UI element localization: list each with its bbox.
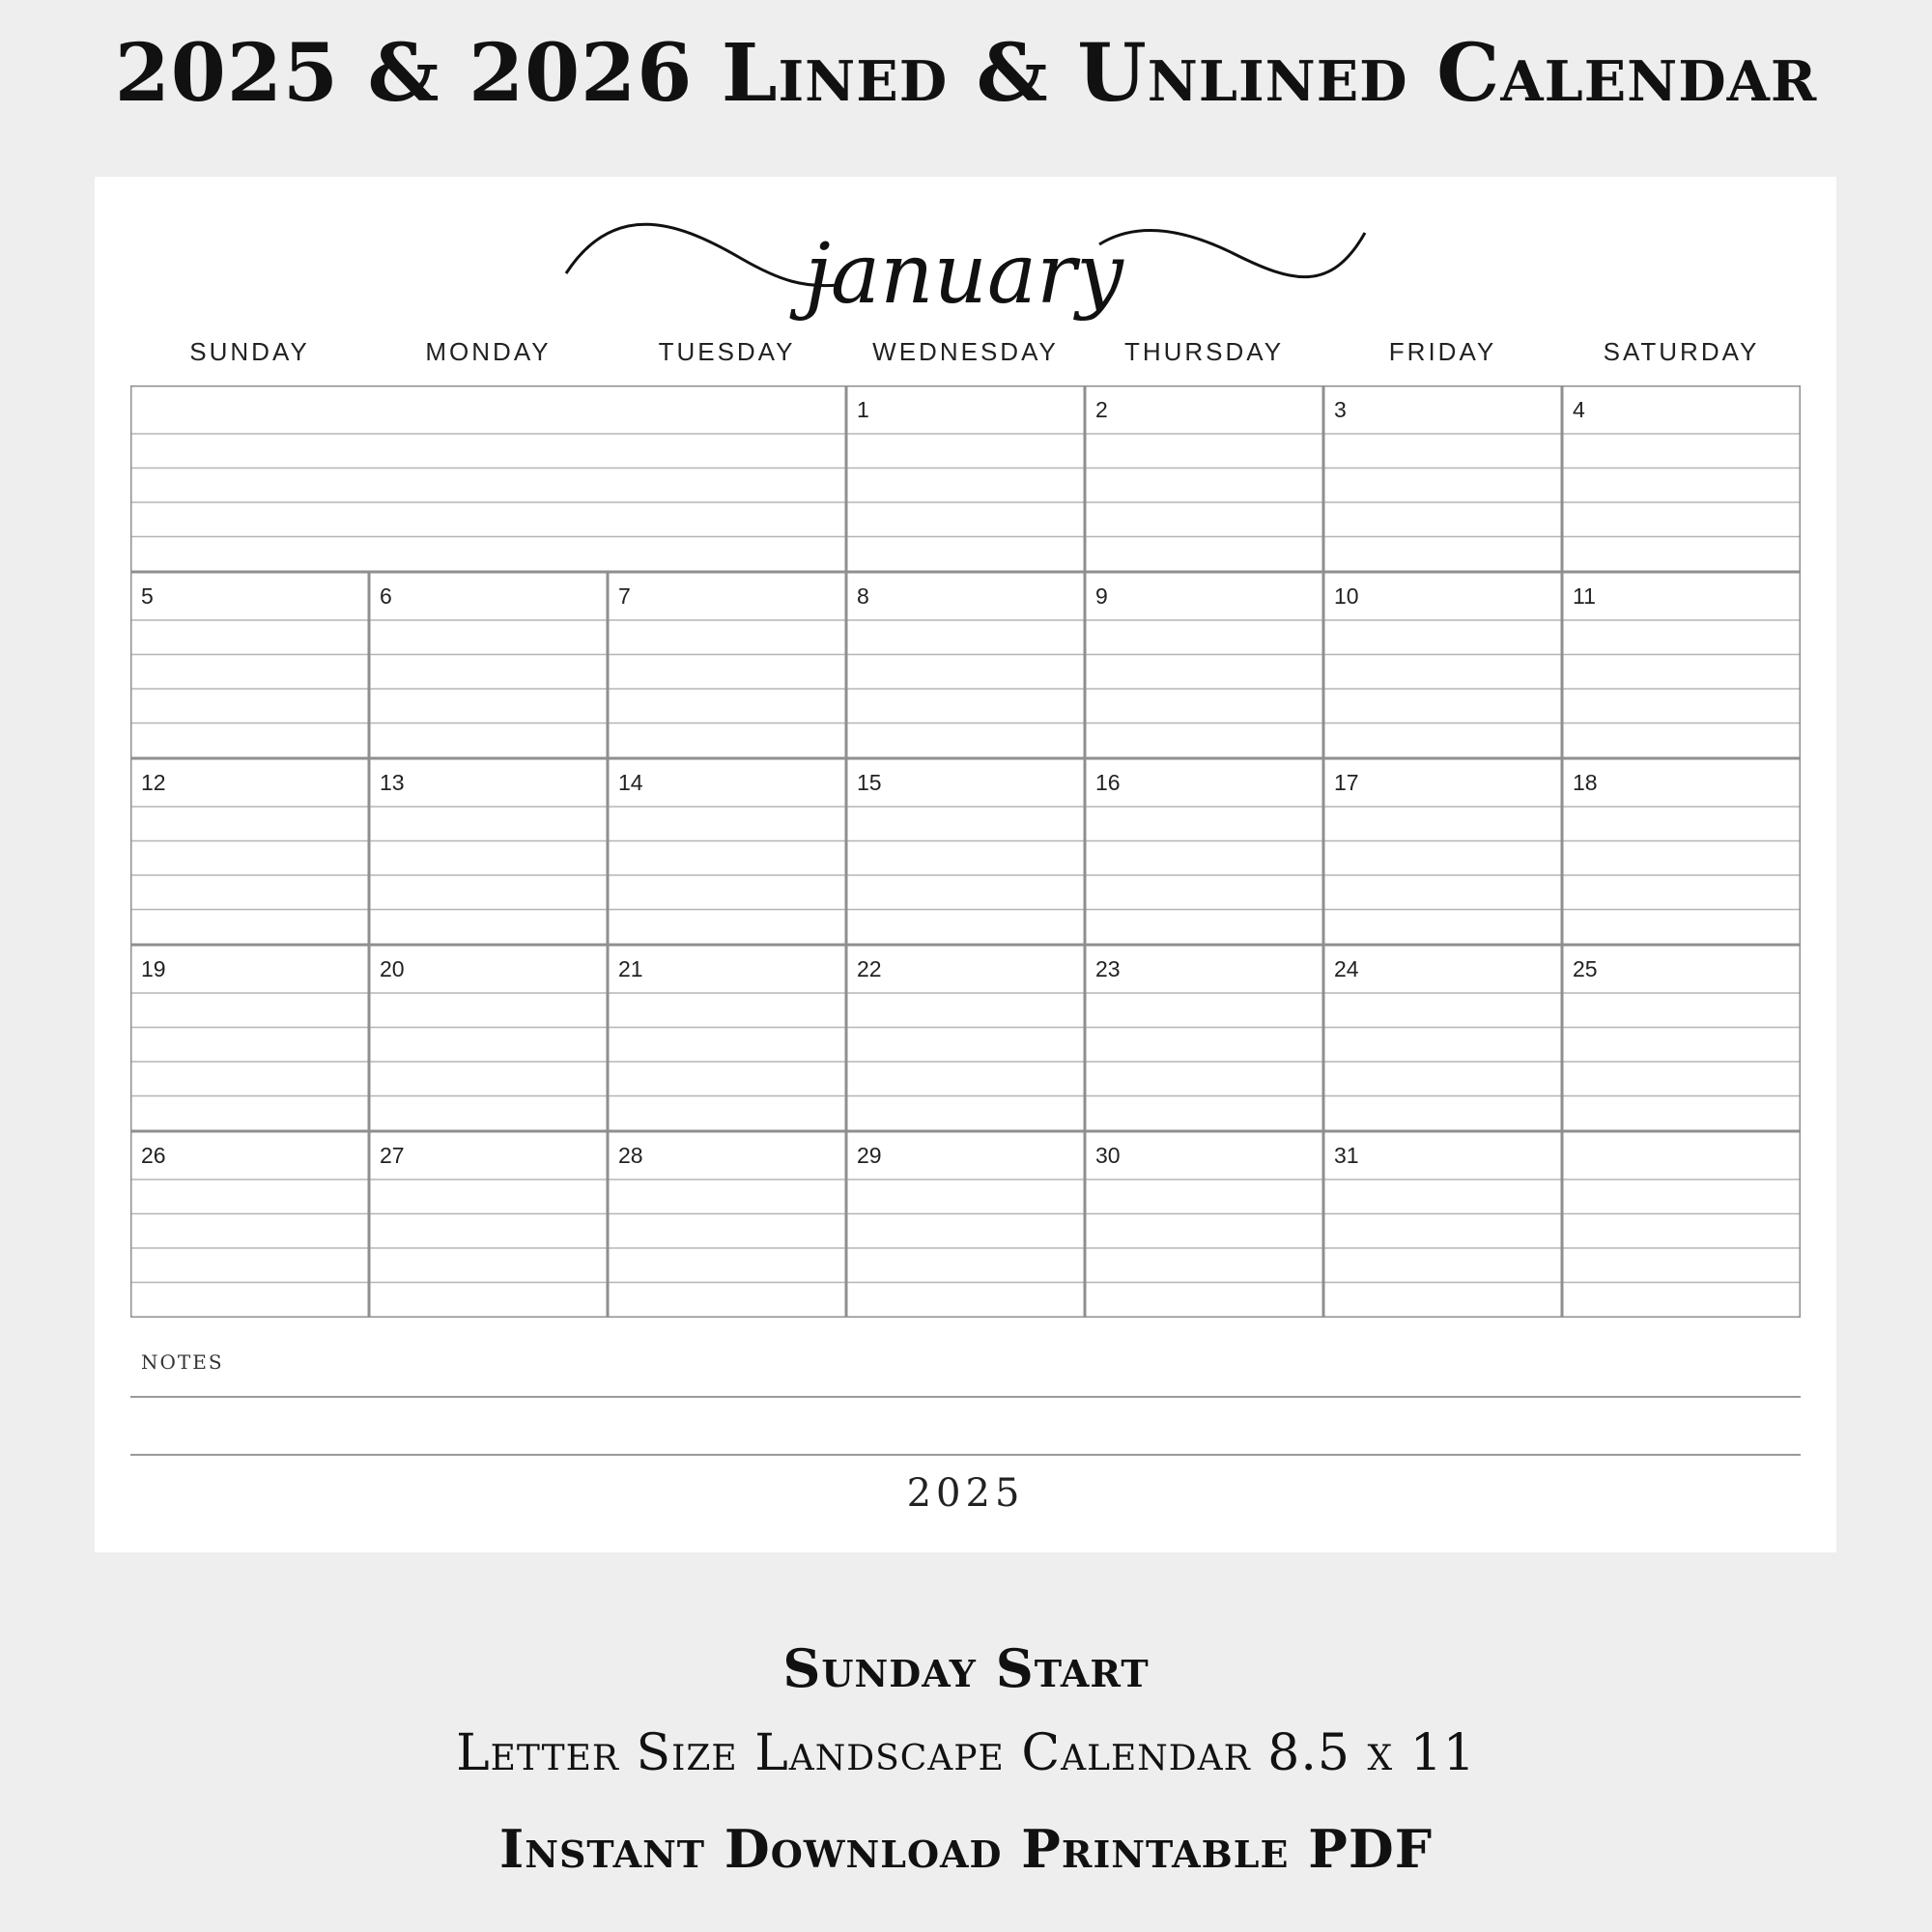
footer-download-info: Instant Download Printable PDF — [498, 1818, 1434, 1880]
flourish-left — [566, 224, 838, 285]
day-number-1: 1 — [857, 397, 869, 422]
day-number-29: 29 — [857, 1143, 882, 1168]
day-number-18: 18 — [1573, 770, 1598, 795]
year-label: 2025 — [906, 1471, 1025, 1516]
banner-title: 2025 & 2026 Lined & Unlined Calendar — [114, 27, 1818, 120]
weekday-friday: FRIDAY — [1388, 337, 1497, 366]
weekday-thursday: THURSDAY — [1123, 337, 1285, 366]
day-number-20: 20 — [380, 956, 405, 981]
weekday-saturday: SATURDAY — [1603, 337, 1760, 366]
calendar-grid — [130, 385, 1801, 1318]
calendar-grid-lines — [130, 385, 1801, 1318]
month-title-script — [558, 215, 1370, 346]
day-number-8: 8 — [857, 583, 869, 609]
day-number-9: 9 — [1095, 583, 1108, 609]
day-number-11: 11 — [1573, 583, 1596, 609]
day-number-2: 2 — [1095, 397, 1108, 422]
day-number-31: 31 — [1334, 1143, 1359, 1168]
day-number-21: 21 — [618, 956, 643, 981]
notes-line — [130, 1454, 1801, 1456]
weekday-sunday: SUNDAY — [189, 337, 310, 366]
day-number-15: 15 — [857, 770, 882, 795]
weekday-wednesday: WEDNESDAY — [872, 337, 1059, 366]
footer-size-info: Letter Size Landscape Calendar 8.5 x 11 — [456, 1724, 1476, 1782]
day-number-10: 10 — [1334, 583, 1359, 609]
day-number-27: 27 — [380, 1143, 405, 1168]
notes-label: NOTES — [141, 1350, 224, 1374]
day-number-17: 17 — [1334, 770, 1359, 795]
day-number-12: 12 — [141, 770, 166, 795]
weekday-monday: MONDAY — [425, 337, 552, 366]
day-number-6: 6 — [380, 583, 392, 609]
month-name: january — [805, 226, 1123, 323]
day-number-16: 16 — [1095, 770, 1121, 795]
day-number-5: 5 — [141, 583, 154, 609]
day-number-3: 3 — [1334, 397, 1347, 422]
day-number-26: 26 — [141, 1143, 166, 1168]
day-number-23: 23 — [1095, 956, 1121, 981]
weekday-header-row — [130, 337, 1801, 385]
day-number-19: 19 — [141, 956, 166, 981]
day-number-4: 4 — [1573, 397, 1585, 422]
calendar-page — [95, 177, 1836, 1552]
day-number-7: 7 — [618, 583, 631, 609]
day-number-25: 25 — [1573, 956, 1598, 981]
day-number-13: 13 — [380, 770, 405, 795]
flourish-right — [1099, 231, 1365, 277]
day-number-30: 30 — [1095, 1143, 1121, 1168]
weekday-tuesday: TUESDAY — [658, 337, 796, 366]
day-number-22: 22 — [857, 956, 882, 981]
footer-sunday-start: Sunday Start — [782, 1637, 1150, 1699]
notes-line — [130, 1396, 1801, 1398]
day-number-28: 28 — [618, 1143, 643, 1168]
day-number-24: 24 — [1334, 956, 1359, 981]
day-number-14: 14 — [618, 770, 643, 795]
